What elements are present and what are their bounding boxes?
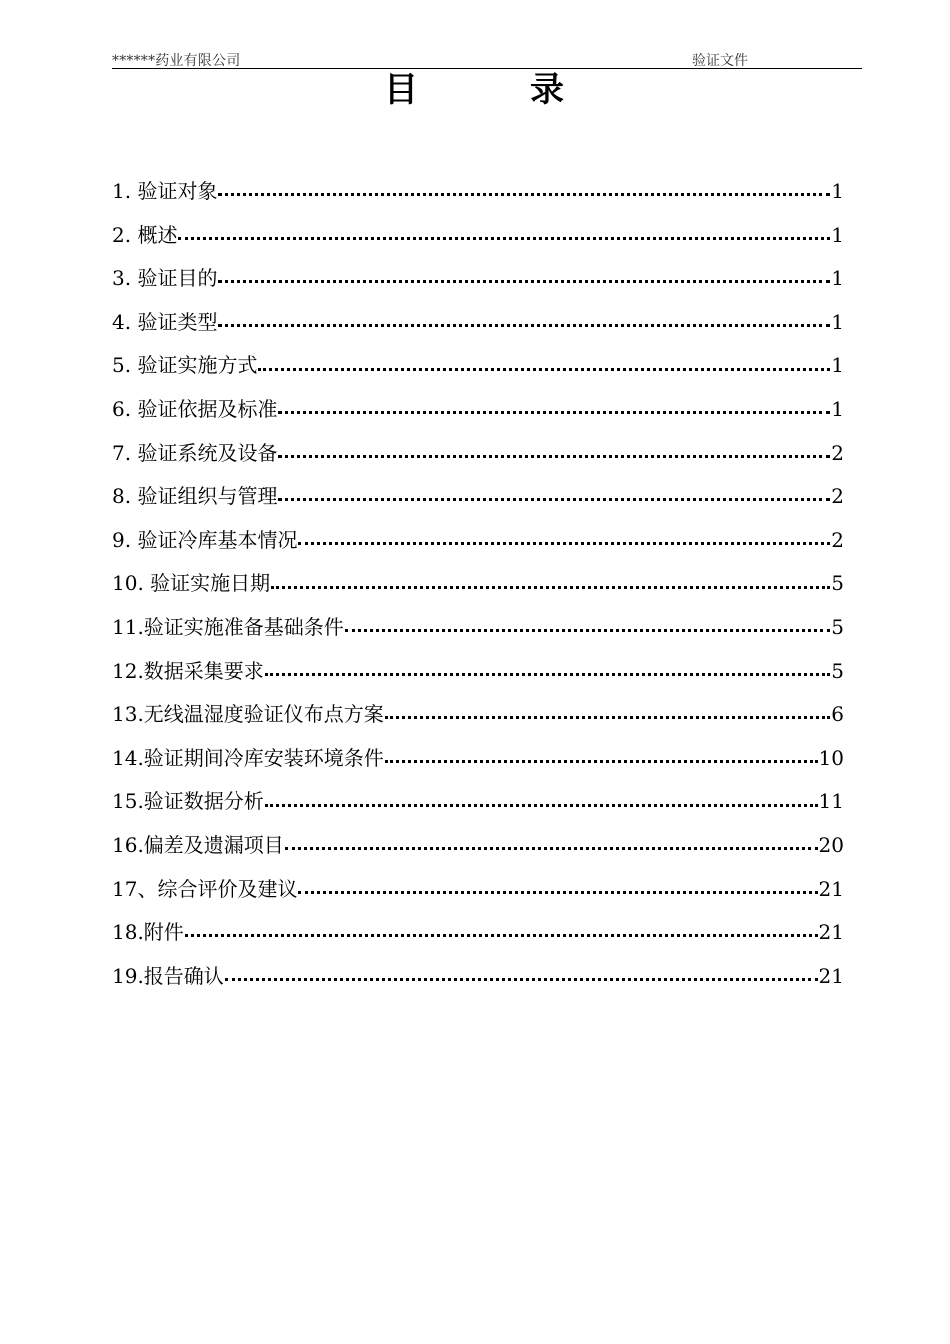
toc-entry-page: 1 bbox=[831, 353, 844, 378]
toc-leader-dots bbox=[278, 455, 830, 458]
toc-leader-dots bbox=[178, 237, 830, 240]
toc-entry[interactable] bbox=[112, 257, 844, 301]
title-char-1: 目 bbox=[384, 70, 420, 110]
toc-entry-label: 8. 验证组织与管理 bbox=[112, 484, 278, 509]
toc-entry[interactable] bbox=[112, 911, 844, 955]
toc-entry-page: 2 bbox=[831, 484, 844, 509]
toc-entry-page: 5 bbox=[831, 658, 844, 683]
toc-leader-dots bbox=[218, 324, 830, 327]
toc-entry-page: 11 bbox=[818, 789, 844, 814]
toc-entry-page: 10 bbox=[818, 745, 844, 770]
toc-entry-label: 9. 验证冷库基本情况 bbox=[112, 527, 298, 552]
toc-entry-page: 20 bbox=[818, 832, 844, 857]
toc-leader-dots bbox=[265, 804, 818, 807]
toc-entry-label: 12.数据采集要求 bbox=[112, 658, 264, 683]
title-char-2: 录 bbox=[530, 70, 566, 110]
toc-entry[interactable] bbox=[112, 650, 844, 694]
toc-entry-page: 21 bbox=[818, 963, 844, 988]
toc-entry-page: 1 bbox=[831, 309, 844, 334]
toc-leader-dots bbox=[385, 716, 830, 719]
toc-entry[interactable] bbox=[112, 475, 844, 519]
toc-leader-dots bbox=[298, 891, 817, 894]
toc-leader-dots bbox=[218, 193, 830, 196]
toc-leader-dots bbox=[271, 586, 830, 589]
toc-entry[interactable] bbox=[112, 824, 844, 868]
page-title bbox=[0, 62, 950, 111]
toc-leader-dots bbox=[298, 542, 830, 545]
toc-leader-dots bbox=[285, 847, 818, 850]
toc-entry-label: 14.验证期间冷库安装环境条件 bbox=[112, 745, 384, 770]
toc-leader-dots bbox=[385, 760, 818, 763]
toc-entry[interactable] bbox=[112, 562, 844, 606]
toc-leader-dots bbox=[218, 280, 830, 283]
toc-entry-page: 1 bbox=[831, 396, 844, 421]
toc-entry[interactable] bbox=[112, 780, 844, 824]
toc-entry-label: 10. 验证实施日期 bbox=[112, 571, 271, 596]
toc-entry-page: 21 bbox=[818, 920, 844, 945]
toc-entry[interactable] bbox=[112, 737, 844, 781]
toc-entry[interactable] bbox=[112, 214, 844, 258]
toc-entry[interactable] bbox=[112, 170, 844, 214]
toc-entry-page: 1 bbox=[831, 266, 844, 291]
toc-entry-label: 11.验证实施准备基础条件 bbox=[112, 614, 344, 639]
toc-leader-dots bbox=[265, 673, 830, 676]
toc-entry-label: 18.附件 bbox=[112, 920, 184, 945]
toc-entry[interactable] bbox=[112, 301, 844, 345]
toc-entry[interactable] bbox=[112, 955, 844, 999]
header-company-name: ******药业有限公司 bbox=[112, 53, 241, 69]
toc-entry-label: 13.无线温湿度验证仪布点方案 bbox=[112, 702, 384, 727]
toc-leader-dots bbox=[278, 498, 830, 501]
toc-entry[interactable] bbox=[112, 388, 844, 432]
toc-leader-dots bbox=[258, 368, 830, 371]
toc-entry-page: 2 bbox=[831, 527, 844, 552]
toc-entry-page: 5 bbox=[831, 571, 844, 596]
toc-entry-page: 5 bbox=[831, 614, 844, 639]
toc-entry-label: 1. 验证对象 bbox=[112, 179, 218, 203]
toc-entry-label: 17、综合评价及建议 bbox=[112, 876, 298, 901]
toc-entry-label: 19.报告确认 bbox=[112, 963, 224, 988]
toc-entry-page: 21 bbox=[818, 876, 844, 901]
toc-entry[interactable] bbox=[112, 606, 844, 650]
toc-entry-label: 3. 验证目的 bbox=[112, 266, 218, 291]
toc-leader-dots bbox=[345, 629, 830, 632]
toc-leader-dots bbox=[225, 978, 818, 981]
toc-entry-label: 2. 概述 bbox=[112, 222, 178, 247]
toc-entry-page: 1 bbox=[831, 222, 844, 247]
toc-entry-label: 6. 验证依据及标准 bbox=[112, 396, 278, 421]
toc-entry-label: 16.偏差及遗漏项目 bbox=[112, 832, 284, 857]
toc-leader-dots bbox=[278, 411, 830, 414]
toc-entry[interactable] bbox=[112, 868, 844, 912]
table-of-contents bbox=[112, 170, 844, 998]
toc-leader-dots bbox=[185, 934, 818, 937]
toc-entry-page: 1 bbox=[831, 179, 844, 203]
toc-entry-page: 2 bbox=[831, 440, 844, 465]
toc-entry-label: 15.验证数据分析 bbox=[112, 789, 264, 814]
toc-entry-label: 7. 验证系统及设备 bbox=[112, 440, 278, 465]
toc-entry[interactable] bbox=[112, 432, 844, 476]
toc-entry-label: 4. 验证类型 bbox=[112, 309, 218, 334]
header-document-type: 验证文件 bbox=[692, 53, 748, 69]
toc-entry[interactable] bbox=[112, 344, 844, 388]
toc-entry-label: 5. 验证实施方式 bbox=[112, 353, 258, 378]
toc-entry-page: 6 bbox=[831, 702, 844, 727]
toc-entry[interactable] bbox=[112, 693, 844, 737]
toc-entry[interactable] bbox=[112, 519, 844, 563]
